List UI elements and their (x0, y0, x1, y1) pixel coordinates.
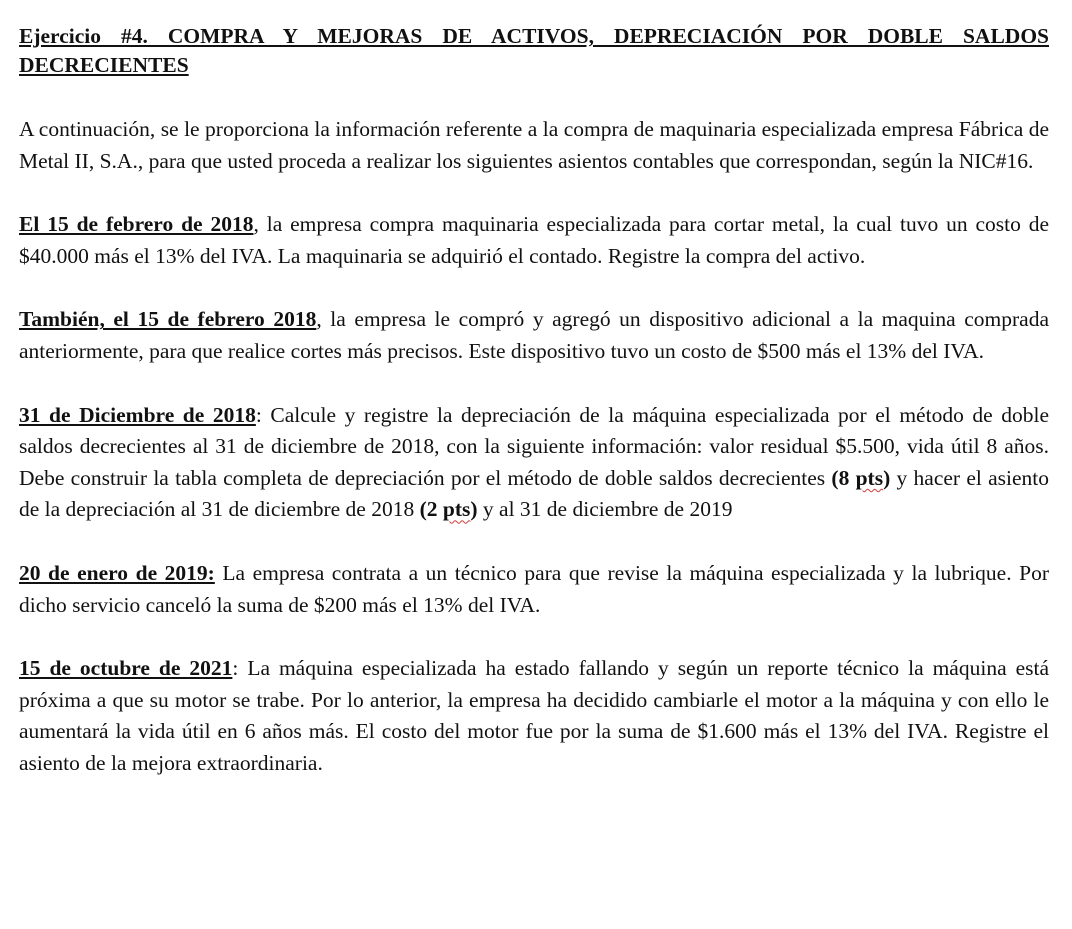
points-entry-close: ) (470, 497, 478, 522)
paragraph-improvement-text: : La máquina especializada ha estado fallando y según un reporte técnico la máquina está próxima a que su motor se trabe. Por lo anterior, la empresa ha decidido cambiarle el motor a la máquina y con ello le aumentará la vida útil en 6 años más. El costo del motor fue por la suma de $1.600 más el 13% del IVA. Registre el asiento de la mejora extraordinaria. (19, 656, 1049, 775)
spacer (19, 272, 1049, 304)
paragraph-improvement (19, 653, 1049, 779)
paragraph-depreciation-text-a: : Calcule y registre la depreciación de la máquina especializada por el método de doble saldos decrecientes al 31 de diciembre de 2018, con la siguiente información: valor residual $5.500, vida útil 8 años. Debe construir la tabla completa de depreciación por el método de doble saldos decrecientes (19, 402, 1049, 490)
paragraph-device (19, 304, 1049, 367)
paragraph-purchase (19, 209, 1049, 272)
date-purchase: El 15 de febrero de 2018 (19, 212, 254, 237)
date-maintenance: 20 de enero de 2019: (19, 560, 215, 585)
points-table (831, 466, 890, 490)
date-depreciation: 31 de Diciembre de 2018 (19, 402, 256, 427)
spacer (19, 526, 1049, 558)
points-entry-word: pts (442, 497, 471, 522)
points-table-word: pts (855, 465, 884, 490)
exercise-title: Ejercicio #4. COMPRA Y MEJORAS DE ACTIVOS, DEPRECIACIÓN POR DOBLE SALDOS DECRECIENTES (19, 24, 1049, 77)
spacer (19, 177, 1049, 209)
intro-paragraph: A continuación, se le proporciona la información referente a la compra de maquinaria especializada empresa Fábrica de Metal II, S.A., para que usted proceda a realizar los siguientes asientos contables que correspondan, según la NIC#16. (19, 117, 1049, 173)
paragraph-depreciation (19, 400, 1049, 526)
points-table-open: (8 (831, 465, 856, 490)
spacer (19, 368, 1049, 400)
points-entry (420, 497, 478, 521)
date-improvement: 15 de octubre de 2021 (19, 656, 233, 681)
paragraph-maintenance-text: La empresa contrata a un técnico para que revise la máquina especializada y la lubrique. Por dicho servicio canceló la suma de $200 más el 13% del IVA. (19, 560, 1049, 617)
paragraph-device-text: , la empresa le compró y agregó un dispositivo adicional a la maquina comprada anteriormente, para que realice cortes más precisos. Este dispositivo tuvo un costo de $500 más el 13% del IVA. (19, 307, 1050, 363)
paragraph-maintenance (19, 558, 1049, 621)
paragraph-depreciation-text-c: y al 31 de diciembre de 2019 (477, 497, 733, 522)
points-table-close: ) (883, 465, 891, 490)
paragraph-depreciation-text-b: y hacer el asiento de la depreciación al 31 de diciembre de 2018 (19, 465, 1050, 522)
paragraph-purchase-text: , la empresa compra maquinaria especializada para cortar metal, la cual tuvo un costo de $40.000 más el 13% del IVA. La maquinaria se adquirió el contado. Registre la compra del activo. (19, 212, 1050, 268)
document-page (19, 22, 1049, 780)
date-device: También, el 15 de febrero 2018 (19, 307, 317, 332)
spacer (19, 621, 1049, 653)
points-entry-open: (2 (419, 497, 443, 522)
spacer (19, 80, 1049, 114)
